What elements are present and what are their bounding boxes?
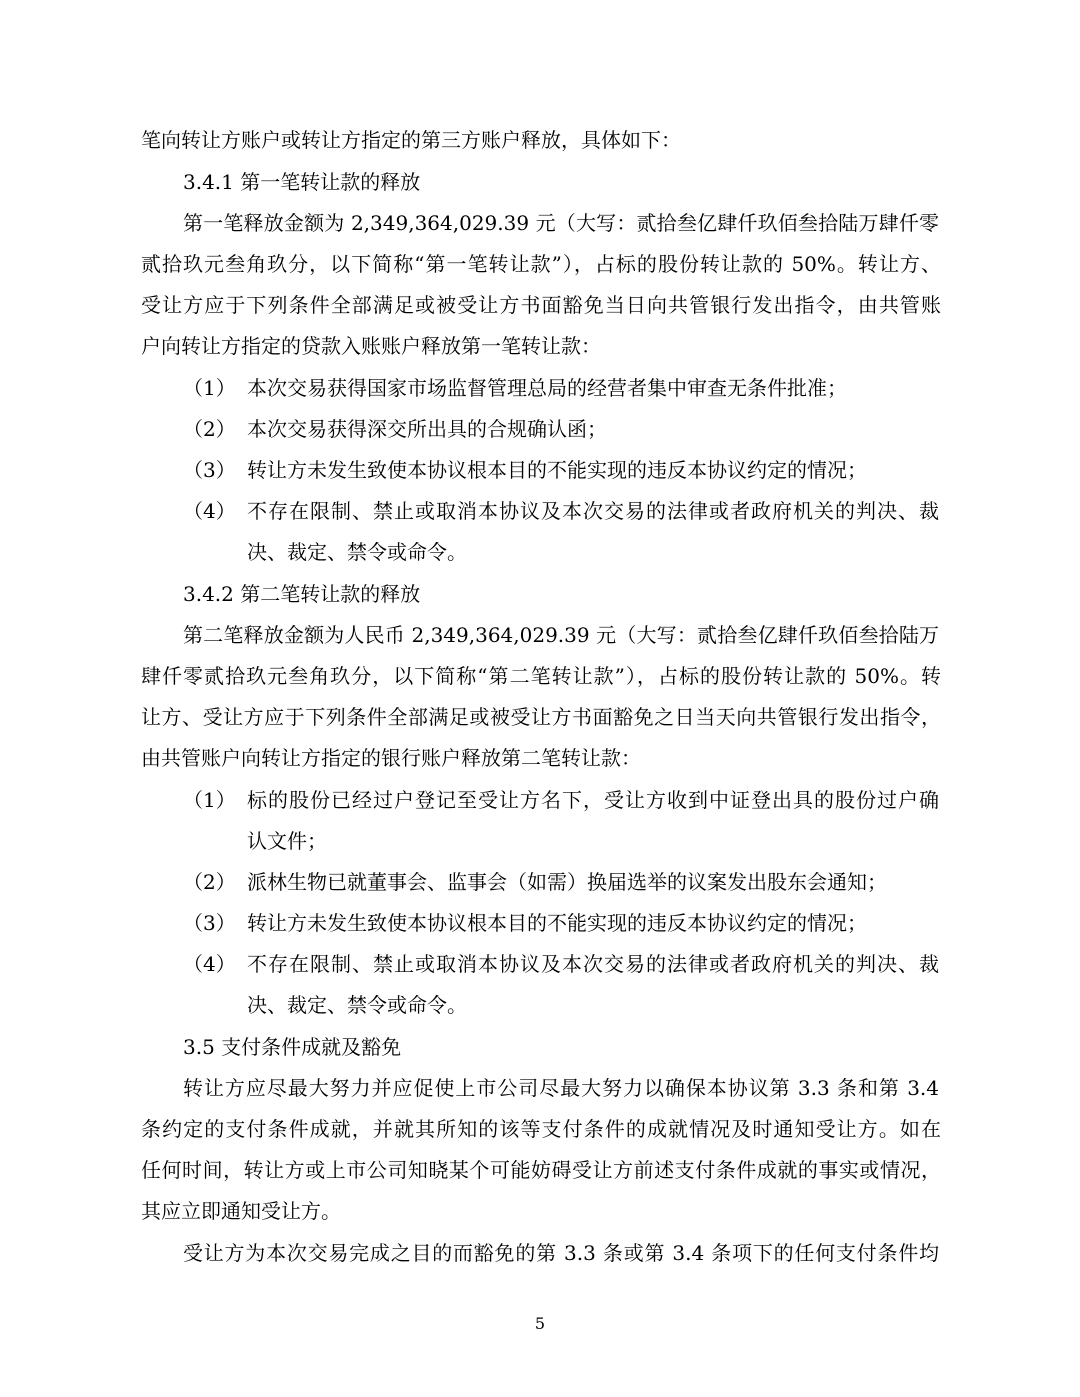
list-item-number: （1） bbox=[183, 788, 236, 812]
list-item-number: （2） bbox=[183, 870, 236, 894]
list-item-text: 决、裁定、禁令或命令。 bbox=[247, 540, 467, 564]
paragraph-3-4-1-line: 贰拾玖元叁角玖分，以下简称“第一笔转让款”），占标的股份转让款的 50%。转让方、 bbox=[141, 252, 941, 276]
section-heading-3-4-1: 3.4.1 第一笔转让款的释放 bbox=[183, 170, 421, 194]
paragraph-3-4-2-line: 由共管账户向转让方指定的银行账户释放第二笔转让款： bbox=[141, 746, 641, 770]
paragraph-3-5-line: 任何时间，转让方或上市公司知晓某个可能妨碍受让方前述支付条件成就的事实或情况， bbox=[141, 1158, 941, 1182]
paragraph-3-4-1-line: 受让方应于下列条件全部满足或被受让方书面豁免当日向共管银行发出指令，由共管账 bbox=[141, 293, 941, 317]
list-item-number: （1） bbox=[183, 376, 236, 400]
list-item-text: 决、裁定、禁令或命令。 bbox=[247, 993, 467, 1017]
list-item-text: 不存在限制、禁止或取消本协议及本次交易的法律或者政府机关的判决、裁 bbox=[247, 499, 939, 523]
list-item-text: 认文件； bbox=[247, 829, 327, 853]
list-item-number: （3） bbox=[183, 458, 236, 482]
list-item-number: （3） bbox=[183, 911, 236, 935]
paragraph-last-line: 受让方为本次交易完成之目的而豁免的第 3.3 条或第 3.4 条项下的任何支付条件均 bbox=[183, 1241, 939, 1265]
paragraph-3-5-line: 转让方应尽最大努力并应促使上市公司尽最大努力以确保本协议第 3.3 条和第 3.4 bbox=[183, 1076, 939, 1100]
paragraph-3-4-1-line: 第一笔释放金额为 2,349,364,029.39 元（大写：贰拾叁亿肆仟玖佰叁拾陆万肆仟零 bbox=[183, 211, 939, 235]
paragraph-intro-line: 笔向转让方账户或转让方指定的第三方账户释放，具体如下： bbox=[141, 128, 681, 152]
list-item-text: 本次交易获得国家市场监督管理总局的经营者集中审查无条件批准； bbox=[247, 376, 847, 400]
list-item-text: 转让方未发生致使本协议根本目的不能实现的违反本协议约定的情况； bbox=[247, 911, 867, 935]
list-item-text: 派林生物已就董事会、监事会（如需）换届选举的议案发出股东会通知； bbox=[247, 870, 887, 894]
list-item-number: （2） bbox=[183, 417, 236, 441]
list-item-number: （4） bbox=[183, 499, 236, 523]
paragraph-3-4-1-line: 户向转让方指定的贷款入账账户释放第一笔转让款： bbox=[141, 334, 601, 358]
list-item-text: 不存在限制、禁止或取消本协议及本次交易的法律或者政府机关的判决、裁 bbox=[247, 952, 939, 976]
section-heading-3-4-2: 3.4.2 第二笔转让款的释放 bbox=[183, 582, 421, 606]
paragraph-3-4-2-line: 第二笔释放金额为人民币 2,349,364,029.39 元（大写：贰拾叁亿肆仟玖佰叁拾陆万 bbox=[183, 623, 939, 647]
list-item-text: 标的股份已经过户登记至受让方名下，受让方收到中证登出具的股份过户确 bbox=[247, 788, 939, 812]
list-item-text: 转让方未发生致使本协议根本目的不能实现的违反本协议约定的情况； bbox=[247, 458, 867, 482]
paragraph-3-4-2-line: 肆仟零贰拾玖元叁角玖分，以下简称“第二笔转让款”），占标的股份转让款的 50%。转 bbox=[141, 664, 941, 688]
list-item-number: （4） bbox=[183, 952, 236, 976]
paragraph-3-5-line: 条约定的支付条件成就，并就其所知的该等支付条件的成就情况及时通知受让方。如在 bbox=[141, 1117, 941, 1141]
paragraph-3-4-2-line: 让方、受让方应于下列条件全部满足或被受让方书面豁免之日当天向共管银行发出指令， bbox=[141, 705, 941, 729]
page-number: 5 bbox=[534, 1314, 546, 1333]
paragraph-3-5-line: 其应立即通知受让方。 bbox=[141, 1199, 341, 1223]
section-heading-3-5: 3.5 支付条件成就及豁免 bbox=[183, 1035, 402, 1059]
list-item-text: 本次交易获得深交所出具的合规确认函； bbox=[247, 417, 607, 441]
